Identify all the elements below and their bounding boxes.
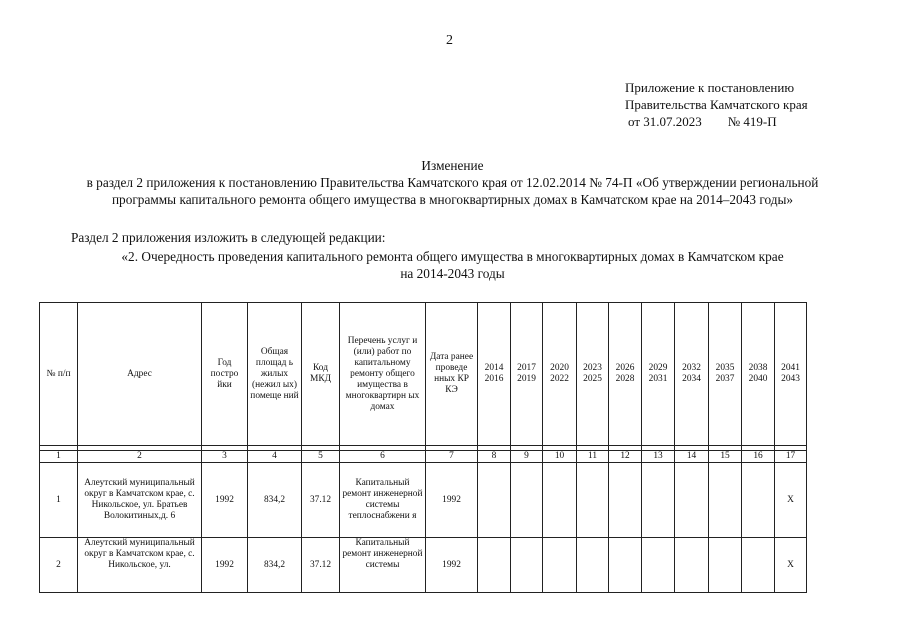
column-number: 3 bbox=[202, 451, 248, 463]
header-period-2041: 2041 2043 bbox=[775, 303, 807, 446]
header-year: Год постро йки bbox=[202, 303, 248, 446]
column-number: 17 bbox=[775, 451, 807, 463]
header-period-2020: 2020 2022 bbox=[543, 303, 577, 446]
row-works: Капитальный ремонт инженерной системы теплоснабжени я bbox=[340, 463, 426, 538]
header-period-2017: 2017 2019 bbox=[511, 303, 543, 446]
row-mark-2041: X bbox=[775, 538, 807, 593]
column-number: 14 bbox=[675, 451, 709, 463]
decree-date: 31.07.2023 bbox=[643, 114, 702, 129]
heading-line-3: программы капитального ремонта общего имущества в многоквартирных домах в Камчатском крае на 2014–2043 годы» bbox=[111, 192, 794, 207]
table-row bbox=[40, 538, 807, 593]
row-code: 37.12 bbox=[302, 463, 340, 538]
column-number: 11 bbox=[577, 451, 609, 463]
column-number: 16 bbox=[742, 451, 775, 463]
header-area: Общая площад ь жилых (нежил ых) помеще ний bbox=[248, 303, 302, 446]
column-number: 8 bbox=[478, 451, 511, 463]
heading-line-2: в раздел 2 приложения к постановлению Правительства Камчатского края от 12.02.2014 № 74-П «Об утверждении региональной bbox=[86, 175, 819, 190]
header-period-2014: 2014 2016 bbox=[478, 303, 511, 446]
table-header-row bbox=[40, 303, 807, 446]
column-number: 10 bbox=[543, 451, 577, 463]
header-works: Перечень услуг и (или) работ по капитальному ремонту общего имущества в многоквартирн ых домах bbox=[340, 303, 426, 446]
header-period-2026: 2026 2028 bbox=[609, 303, 642, 446]
table-row bbox=[40, 463, 807, 538]
heading-title: Изменение bbox=[421, 158, 484, 173]
appendix-date-line bbox=[625, 113, 808, 130]
column-number: 9 bbox=[511, 451, 543, 463]
column-number: 12 bbox=[609, 451, 642, 463]
column-number: 4 bbox=[248, 451, 302, 463]
row-number: 1 bbox=[40, 463, 78, 538]
row-works: Капитальный ремонт инженерной системы bbox=[340, 538, 426, 593]
header-period-2023: 2023 2025 bbox=[577, 303, 609, 446]
page-number: 2 bbox=[446, 33, 453, 48]
column-number: 5 bbox=[302, 451, 340, 463]
section-subtitle bbox=[0, 248, 905, 282]
header-period-2032: 2032 2034 bbox=[675, 303, 709, 446]
row-year: 1992 bbox=[202, 463, 248, 538]
row-area: 834,2 bbox=[248, 538, 302, 593]
subtitle-line-2: на 2014-2043 годы bbox=[400, 266, 505, 281]
header-date: Дата ранее проведе нных КР КЭ bbox=[426, 303, 478, 446]
header-period-2038: 2038 2040 bbox=[742, 303, 775, 446]
row-number: 2 bbox=[40, 538, 78, 593]
column-number: 7 bbox=[426, 451, 478, 463]
header-period-2029: 2029 2031 bbox=[642, 303, 675, 446]
row-date: 1992 bbox=[426, 538, 478, 593]
column-number: 2 bbox=[78, 451, 202, 463]
header-period-2035: 2035 2037 bbox=[709, 303, 742, 446]
row-address: Алеутский муниципальный округ в Камчатском крае, с. Никольское, ул. Братьев Волокитиных,д. 6 bbox=[78, 463, 202, 538]
column-number: 13 bbox=[642, 451, 675, 463]
column-number: 1 bbox=[40, 451, 78, 463]
row-date: 1992 bbox=[426, 463, 478, 538]
decree-number: № 419-П bbox=[727, 114, 777, 129]
column-number: 15 bbox=[709, 451, 742, 463]
header-code: Код МКД bbox=[302, 303, 340, 446]
row-year: 1992 bbox=[202, 538, 248, 593]
appendix-block bbox=[625, 79, 808, 130]
appendix-line-1: Приложение к постановлению bbox=[625, 80, 795, 95]
column-number: 6 bbox=[340, 451, 426, 463]
heading-block bbox=[0, 157, 905, 208]
subtitle-line-1: «2. Очередность проведения капитального ремонта общего имущества в многоквартирных домах в Камчатском крае bbox=[121, 249, 784, 264]
header-no: № п/п bbox=[40, 303, 78, 446]
intro-text: Раздел 2 приложения изложить в следующей редакции: bbox=[71, 230, 386, 245]
appendix-line-2: Правительства Камчатского края bbox=[625, 97, 808, 112]
date-prefix: от bbox=[628, 114, 641, 129]
row-address: Алеутский муниципальный округ в Камчатском крае, с. Никольское, ул. bbox=[78, 538, 202, 593]
column-numbers-row bbox=[40, 451, 807, 463]
row-area: 834,2 bbox=[248, 463, 302, 538]
repair-schedule-table bbox=[39, 302, 807, 593]
row-code: 37.12 bbox=[302, 538, 340, 593]
header-address: Адрес bbox=[78, 303, 202, 446]
row-mark-2041: X bbox=[775, 463, 807, 538]
